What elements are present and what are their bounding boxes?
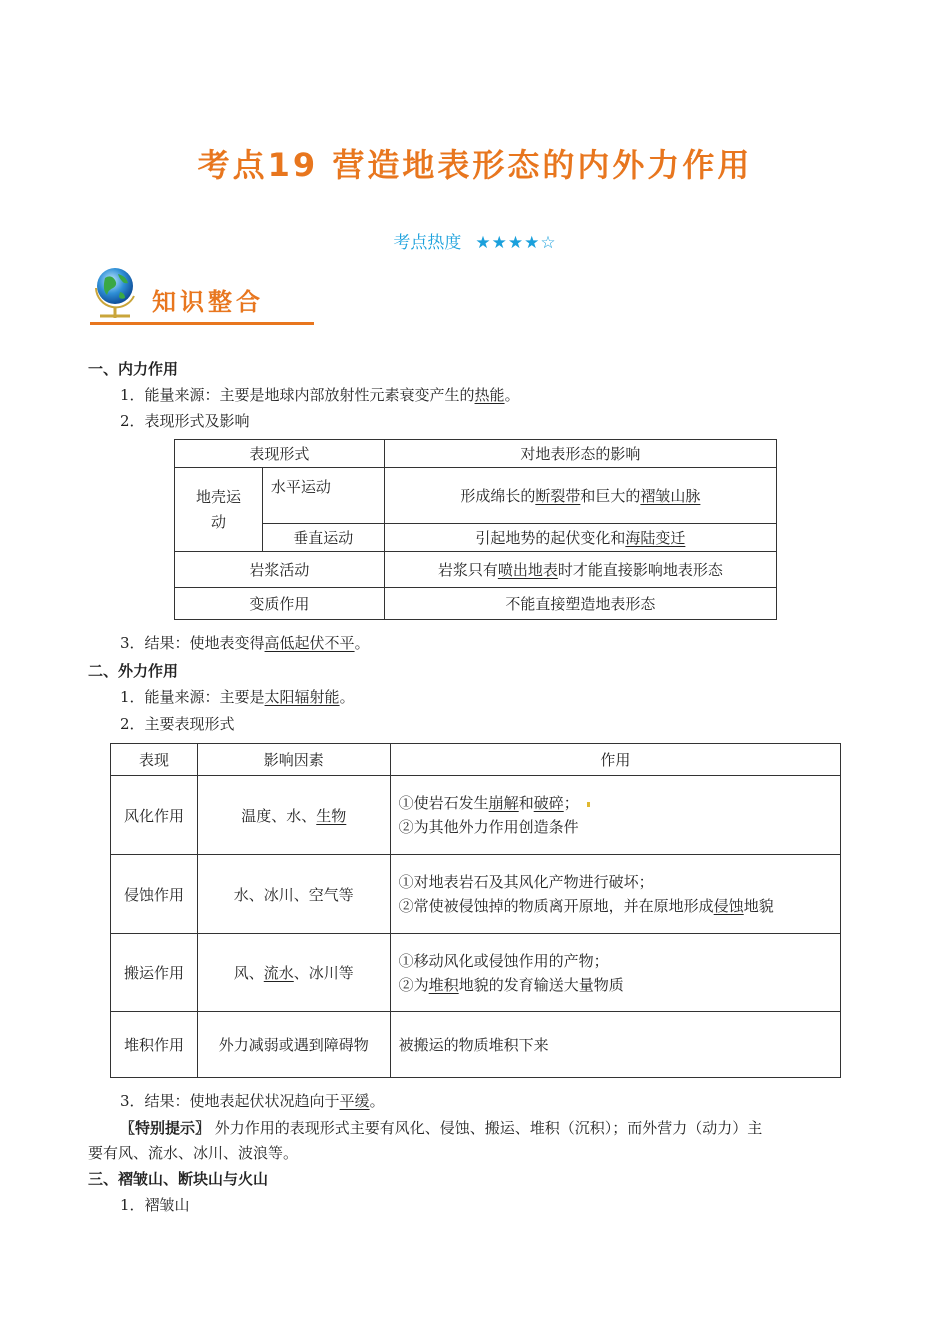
cell-crust: 地壳运动	[175, 468, 263, 552]
banner-title: 知识整合	[152, 288, 264, 316]
sec1-item3: 3．结果：使地表变得高低起伏不平。	[120, 634, 370, 652]
sec2-item2: 2．主要表现形式	[120, 715, 235, 733]
yellow-marker	[587, 802, 590, 807]
cell-vertical: 垂直运动	[262, 524, 384, 552]
sec2-item3: 3．结果：使地表起伏状况趋向于平缓。	[120, 1092, 385, 1110]
tip-label: 〖特别提示〗	[120, 1119, 211, 1137]
banner-underline	[90, 322, 314, 325]
sec1-item2: 2．表现形式及影响	[120, 412, 250, 430]
cell-horizontal: 水平运动	[262, 468, 384, 524]
cell-vertical-effect: 引起地势的起伏变化和海陆变迁	[384, 524, 776, 552]
cell-magma: 岩浆活动	[175, 552, 385, 588]
row-erosion-factor: 水、冰川、空气等	[197, 855, 390, 934]
th-form: 表现形式	[175, 440, 385, 468]
th-effect: 作用	[390, 744, 840, 776]
row-erosion-name: 侵蚀作用	[111, 855, 198, 934]
row-transport-effect: ①移动风化或侵蚀作用的产物； ②为堆积地貌的发育输送大量物质	[390, 934, 840, 1012]
cell-metamorphism-effect: 不能直接塑造地表形态	[384, 588, 776, 620]
th-impact: 对地表形态的影响	[384, 440, 776, 468]
cell-metamorphism: 变质作用	[175, 588, 385, 620]
section-2-heading: 二、外力作用	[88, 662, 179, 680]
sec3-item1: 1．褶皱山	[120, 1196, 190, 1214]
sec2-item1: 1．能量来源：主要是太阳辐射能。	[120, 688, 355, 706]
row-transport-factor: 风、流水、冰川等	[197, 934, 390, 1012]
row-weathering-factor: 温度、水、生物	[197, 776, 390, 855]
cell-horizontal-effect: 形成绵长的断裂带和巨大的褶皱山脉	[384, 468, 776, 524]
section-3-heading: 三、褶皱山、断块山与火山	[88, 1170, 269, 1188]
cell-magma-effect: 岩浆只有喷出地表时才能直接影响地表形态	[384, 552, 776, 588]
heat-label: 考点热度	[393, 233, 462, 253]
heat-stars: ★★★★☆	[475, 233, 557, 253]
th-type: 表现	[111, 744, 198, 776]
internal-force-table	[174, 439, 777, 620]
special-tip-cont: 要有风、流水、冰川、波浪等。	[88, 1144, 299, 1162]
row-transport-name: 搬运作用	[111, 934, 198, 1012]
page-title: 考点19 营造地表形态的内外力作用	[197, 146, 753, 184]
sec1-item1: 1．能量来源：主要是地球内部放射性元素衰变产生的热能。	[120, 386, 520, 404]
heat-rating	[0, 228, 950, 253]
external-force-table	[110, 743, 841, 1078]
row-deposition-effect: 被搬运的物质堆积下来	[390, 1012, 840, 1078]
row-weathering-name: 风化作用	[111, 776, 198, 855]
row-weathering-effect: ①使岩石发生崩解和破碎； ②为其他外力作用创造条件	[390, 776, 840, 855]
special-tip: 〖特别提示〗 外力作用的表现形式主要有风化、侵蚀、搬运、堆积（沉积）；而外营力（动力）主	[120, 1119, 763, 1137]
row-deposition-factor: 外力减弱或遇到障碍物	[197, 1012, 390, 1078]
row-erosion-effect: ①对地表岩石及其风化产物进行破坏； ②常使被侵蚀掉的物质离开原地，并在原地形成侵蚀地貌	[390, 855, 840, 934]
row-deposition-name: 堆积作用	[111, 1012, 198, 1078]
section-1-heading: 一、内力作用	[88, 360, 179, 378]
th-factor: 影响因素	[197, 744, 390, 776]
